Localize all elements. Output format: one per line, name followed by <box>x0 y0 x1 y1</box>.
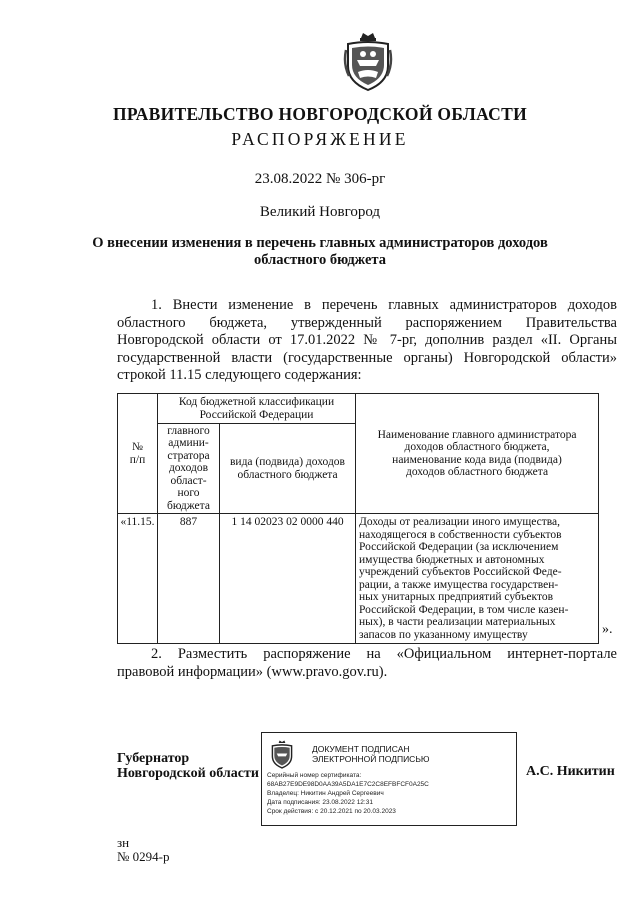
header-number: № п/п <box>118 394 158 514</box>
header-income-type: вида (подвида) доходов областного бюджета <box>220 424 356 514</box>
row-number: «11.15. <box>118 514 158 644</box>
cert-owner: Владелец: Никитин Андрей Сергеевич <box>267 790 384 797</box>
closing-quote: ». <box>602 622 613 637</box>
paragraph-line: 1. Внести изменение в перечень главных администраторов доходов <box>151 297 617 313</box>
city: Великий Новгород <box>259 204 381 220</box>
header-admin-code: главного админи- стратора доходов област- ного бюджета <box>158 424 220 514</box>
document-type: РАСПОРЯЖЕНИЕ <box>231 129 409 149</box>
paragraph-line: 2. Разместить распоряжение на «Официальном интернет-портале <box>151 646 617 662</box>
electronic-signature-stamp <box>261 732 517 826</box>
stamp-details <box>267 771 429 816</box>
document-subject <box>0 235 640 269</box>
row-income-code: 1 14 02023 02 0000 440 <box>220 514 356 644</box>
footer-initials: зн <box>117 835 130 850</box>
cert-label: Серийный номер сертификата: <box>267 772 362 779</box>
cert-validity: Срок действия: с 20.12.2021 по 20.03.2023 <box>267 808 396 815</box>
row-admin-code: 887 <box>158 514 220 644</box>
header-admin-name: Наименование главного администратора доходов областного бюджета, наименование кода вида (подвида) доходов областного бюджета <box>356 394 599 514</box>
position-line: Губернатор <box>117 751 190 766</box>
position-line: Новгородской области <box>117 766 259 781</box>
signer-name: А.С. Никитин <box>526 764 615 779</box>
date-and-number: 23.08.2022 № 306-рг <box>254 171 386 187</box>
table-row <box>118 514 599 644</box>
paragraph-line: правовой информации» (www.pravo.gov.ru). <box>117 663 388 680</box>
cert-value: 68AB27E9DE98D0AA39A5DA1E7C2C8EFBFCF0A25C <box>267 781 429 788</box>
registration-number: № 0294-р <box>117 849 170 864</box>
footer <box>117 836 169 864</box>
government-title: ПРАВИТЕЛЬСТВО НОВГОРОДСКОЙ ОБЛАСТИ <box>113 104 527 124</box>
subject-line: О внесении изменения в перечень главных администраторов доходов <box>92 235 548 251</box>
signing-date: Дата подписания: 23.08.2022 12:31 <box>267 799 373 806</box>
row-description: Доходы от реализации иного имущества, находящегося в собственности субъектов Российской Федерации (за исключением имущества бюджетных и автономных учреждений субъектов Российской Феде- рации, а также имущества государствен- ных унитарных предприятий субъектов Российской Федерации, в том числе казен- ных), в части реализации материальных запасов по указанному имуществу <box>356 514 599 644</box>
coat-of-arms-icon <box>343 30 393 92</box>
paragraph-line: государственной власти (государственные органы) Новгородской области» <box>117 349 617 366</box>
budget-classification-table <box>117 393 599 644</box>
signer-position <box>117 751 259 781</box>
stamp-title <box>312 744 430 764</box>
paragraph-1 <box>117 297 617 385</box>
header-kbk: Код бюджетной классификации Российской Федерации <box>158 394 356 424</box>
stamp-title-line: ДОКУМЕНТ ПОДПИСАН <box>312 744 410 754</box>
paragraph-line: Новгородской области от 17.01.2022 № 7-рг, дополнив раздел «II. Органы <box>117 332 617 348</box>
stamp-title-line: ЭЛЕКТРОННОЙ ПОДПИСЬЮ <box>312 754 430 764</box>
paragraph-2 <box>117 646 617 681</box>
coat-of-arms-icon <box>270 739 294 769</box>
paragraph-line: строкой 11.15 следующего содержания: <box>117 367 362 383</box>
subject-line: областного бюджета <box>254 252 386 268</box>
paragraph-line: областного бюджета, утвержденный распоряжением Правительства <box>117 314 617 331</box>
